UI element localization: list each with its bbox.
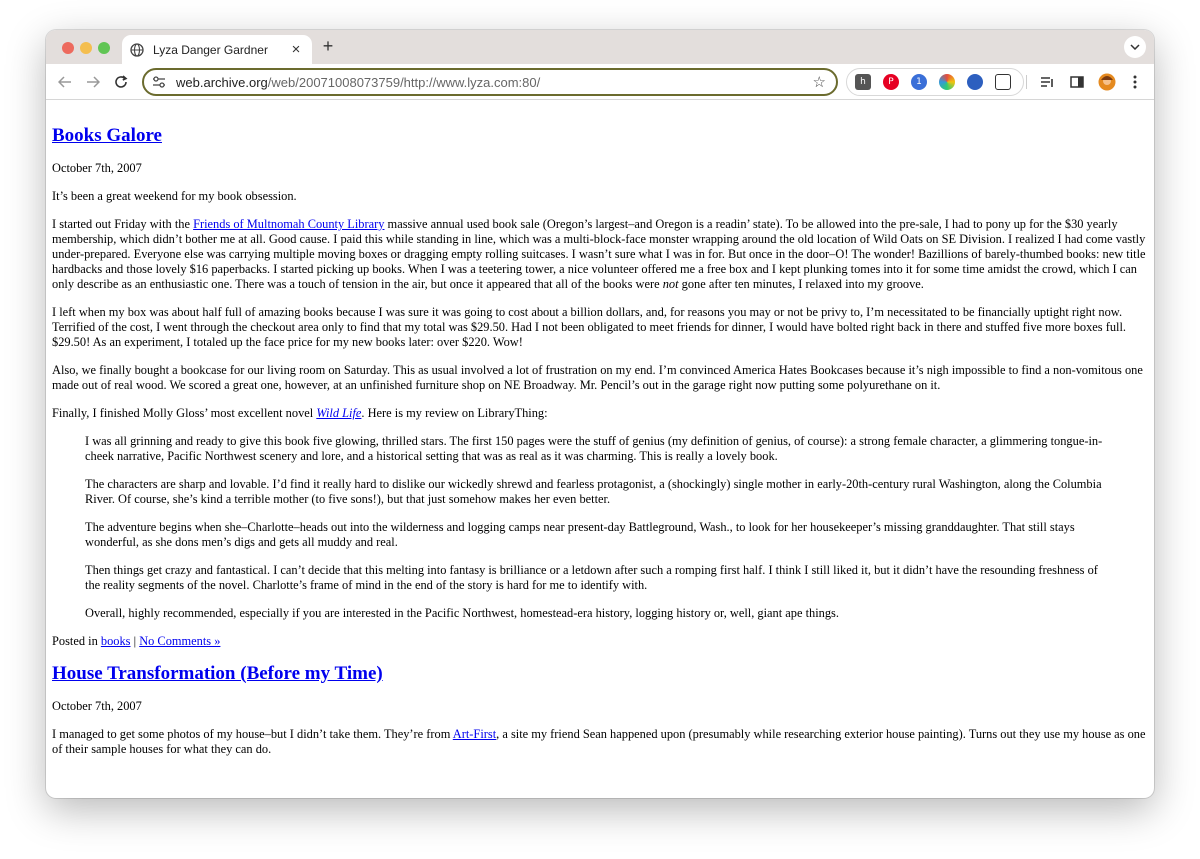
text-run: , a site my friend Sean happened upon (presumably while researching exterior house painting). Turns out they use my house as one of their sample houses for what they can do. <box>52 727 1146 756</box>
text-run: Finally, I finished Molly Gloss’ most excellent novel <box>52 406 317 420</box>
extension-h-icon[interactable]: h <box>855 74 871 90</box>
art-first-link[interactable]: Art-First <box>452 727 497 741</box>
extension-globe-icon[interactable] <box>967 74 983 90</box>
quote-paragraph: Then things get crazy and fantastical. I can’t decide that this melting into fantasy is brilliance or a letdown after such a romping first half. I think I still liked it, but it didn’t have the resounding freshness of the reality segments of the novel. Charlotte’s frame of mind in the end of the story is hard for me to identify with. <box>85 563 1098 592</box>
post-meta <box>52 634 1148 649</box>
profile-avatar[interactable] <box>1098 73 1116 91</box>
tab-close-icon[interactable]: × <box>291 41 301 58</box>
playlist-icon[interactable] <box>1038 73 1056 91</box>
blog-post <box>52 125 1148 649</box>
review-quote <box>85 434 1116 621</box>
minimize-window-button[interactable] <box>80 42 92 54</box>
quote-paragraph: I was all grinning and ready to give this book five glowing, thrilled stars. The first 150 pages were the stuff of genius (my definition of genius, of course): a strong female character, a glimmering tongue-in-cheek narrative, Pacific Northwest scenery and lore, and a historical setting that was as real as it was charming. This is really a lovely book. <box>85 434 1103 463</box>
browser-toolbar <box>46 64 1154 100</box>
globe-icon <box>130 43 144 57</box>
library-link[interactable]: Friends of Multnomah County Library <box>193 217 385 231</box>
post-paragraph: Also, we finally bought a bookcase for our living room on Saturday. This as usual involved a lot of frustration on my end. I’m convinced America Hates Bookcases because it’s nigh impossible to find a non-vomitous one made out of real wood. We scored a great one, however, at an unfinished furniture shop on NE Broadway. Mr. Pencil’s out in the garage right now putting some polyurethane on it. <box>52 363 1143 392</box>
post-title-link[interactable]: House Transformation (Before my Time) <box>52 663 383 684</box>
browser-window <box>46 30 1154 798</box>
star-icon[interactable]: ☆ <box>812 74 826 91</box>
forward-icon[interactable] <box>82 71 104 93</box>
pinterest-icon[interactable]: P <box>883 74 899 90</box>
quote-paragraph: The characters are sharp and lovable. I’d find it really hard to dislike our wickedly shrewd and fearless protagonist, a (shockingly) single mother in early-20th-century rural Washington, along the Columbia River. Of course, she’s kind a terrible mother (to five sons!), but that just somehow makes her even better. <box>85 477 1102 506</box>
category-link[interactable]: books <box>100 634 131 648</box>
quote-paragraph: Overall, highly recommended, especially if you are interested in the Pacific Northwest, homestead-era history, logging history or, well, giant ape things. <box>85 606 839 620</box>
url-host: web.archive.org <box>176 74 268 90</box>
post-date: October 7th, 2007 <box>52 161 142 175</box>
text-run: gone after ten minutes, I relaxed into my groove. <box>678 277 924 291</box>
posted-in-label: Posted in <box>52 634 101 648</box>
color-picker-icon[interactable] <box>939 74 955 90</box>
tab-search-button[interactable] <box>1124 36 1146 58</box>
post-title <box>52 663 1148 685</box>
tab-strip <box>46 30 1154 64</box>
extension-icons <box>846 68 1024 96</box>
active-tab[interactable] <box>122 35 312 64</box>
text-run: massive annual used book sale (Oregon’s largest–and Oregon is a readin’ state). To be allowed into the pre-sale, I had to pony up for the $30 yearly membership, which didn’t bother me at all. Good cause. I paid this while standing in line, which was a multi-block-face monster wrapping around the old location of Wild Oats on SE Division. I realized I had come vastly under-prepared. Everyone else was carrying multiple moving boxes or dragging empty rolling suitcases. I wasn’t sure what I was in for. But once in the door–O! The wonder! Bazillions of barely-thumbed books: new title hardbacks and those lovely $16 paperbacks. I started picking up books. When I was a teetering tower, a nice volunteer offered me a free box and I kept plunking tomes into it for some time amidst the crowd, which I can only describe as an enthusiastic one. There was a touch of tension in the air, but once it appeared that all of the books were <box>52 217 1146 291</box>
address-bar[interactable] <box>142 68 838 96</box>
close-window-button[interactable] <box>62 42 74 54</box>
text-run: I managed to get some photos of my house–but I didn’t take them. They’re from <box>52 727 453 741</box>
sidepanel-icon[interactable] <box>1068 73 1086 91</box>
site-info-icon[interactable] <box>152 75 168 89</box>
wild-life-link[interactable] <box>316 406 361 420</box>
post-paragraph <box>52 406 1148 421</box>
meta-divider: | <box>130 634 140 648</box>
kebab-menu-icon[interactable] <box>1126 73 1144 91</box>
zoom-window-button[interactable] <box>98 42 110 54</box>
emphasis: not <box>662 277 679 291</box>
back-icon[interactable] <box>54 71 76 93</box>
post-paragraph <box>52 727 1148 757</box>
book-title: Wild Life <box>316 406 362 420</box>
url-path: /web/20071008073759/http://www.lyza.com:80/ <box>267 74 541 90</box>
toolbar-divider <box>1026 75 1027 89</box>
post-paragraph <box>52 217 1148 292</box>
post-title-link[interactable]: Books Galore <box>52 125 162 146</box>
text-run: I started out Friday with the <box>52 217 194 231</box>
text-run: . Here is my review on LibraryThing: <box>361 406 548 420</box>
post-title <box>52 125 1148 147</box>
blog-post <box>52 663 1148 757</box>
quote-paragraph: The adventure begins when she–Charlotte–heads out into the wilderness and logging camps near present-day Battleground, Wash., to look for her housekeeper’s missing granddaughter. That still stays wonderful, as she dons men’s digs and gets all muddy and real. <box>85 520 1075 549</box>
puzzle-icon[interactable] <box>995 74 1011 90</box>
post-paragraph: I left when my box was about half full of amazing books because I was sure it was going to cost about a billion dollars, and, for reasons you may or not be privy to, I’m necessitated to be financially uptight right now. Terrified of the cost, I went through the checkout area only to find that my total was $29.50. Had I not been obligated to meet friends for dinner, I would have bolted right back in there and stuffed five more boxes full. $29.50! As an experiment, I totaled up the face price for my new books later: over $220. Wow! <box>52 305 1127 349</box>
reload-icon[interactable] <box>110 71 132 93</box>
comments-link[interactable]: No Comments » <box>139 634 221 648</box>
extension-blue-icon[interactable]: 1 <box>911 74 927 90</box>
tab-title: Lyza Danger Gardner <box>153 42 268 57</box>
page-content <box>46 101 1154 798</box>
url-text <box>176 75 540 90</box>
post-paragraph: It’s been a great weekend for my book obsession. <box>52 189 297 203</box>
chevron-down-icon <box>1130 44 1140 50</box>
post-date: October 7th, 2007 <box>52 699 142 713</box>
new-tab-button[interactable]: + <box>322 36 334 56</box>
